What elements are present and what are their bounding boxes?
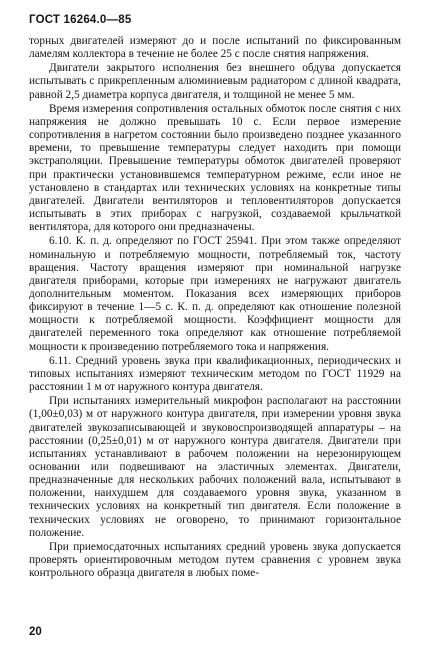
paragraph-6-11: 6.11. Средний уровень звука при квалификационных, периодических и типовых испытаниях измеряют техническим методом по ГОСТ 11929 на расстоянии 1 м от наружного контура двигателя.	[29, 354, 401, 394]
page-number: 20	[29, 626, 42, 638]
standard-header: ГОСТ 16264.0—85	[29, 14, 132, 26]
paragraph-2: Двигатели закрытого исполнения без внешнего обдува допускается испытывать с прикрепленным алюминиевым радиатором с длиной квадрата, равной 2,5 диаметра корпуса двигателя, и толщиной не менее 5 мм.	[29, 62, 401, 101]
body-text	[29, 35, 401, 580]
paragraph-microphone: При испытаниях измерительный микрофон располагают на расстоянии (1,00±0,03) м от наружного контура двигателя, при измерении уровня звука двигателей звукозаписывающей и звуковоспроизводящей аппаратуры – на расстоянии (0,25±0,01) м от наружного контура двигателя. Двигатели при испытаниях устанавливают в рабочем положении на нерезонирующем основании или подвешивают на эластичных элементах. Двигатели, предназначенные для нескольких рабочих положений вала, испытывают в положении, наихудшем для создаваемого уровня звука, указанном в технических условиях на конкретный тип двигателя. Если положение в технических условиях не оговорено, то принимают горизонтальное положение.	[29, 395, 401, 539]
paragraph-acceptance-tests: При приемосдаточных испытаниях средний уровень звука допускается проверять ориентировочным методом путем сравнения с уровнем звука контрольного образца двигателя в любых поме-	[29, 540, 401, 580]
paragraph-3: Время измерения сопротивления остальных обмоток после снятия с них напряжения не должно превышать 10 с. Если первое измерение сопротивления в нагретом состоянии было произведено позднее указанного времени, то превышение температуры следует находить при помощи экстраполяции. Превышение температуры обмоток двигателей проверяют при практически установившемся температурном режиме, если иное не установлено в стандартах или технических условиях на конкретные типы двигателей. Двигатели вентиляторов и тепловентиляторов допускается испытывать в этих приборах с нагрузкой, создаваемой крыльчаткой вентилятора, для которого они предназначены.	[29, 102, 401, 234]
paragraph-1: торных двигателей измеряют до и после испытаний по фиксированным ламелям коллектора в течение не более 25 с после снятия напряжения.	[29, 35, 401, 61]
paragraph-6-10: 6.10. К. п. д. определяют по ГОСТ 25941. При этом также определяют номинальную и потребляемую мощности, потребляемый ток, частоту вращения. Частоту вращения измеряют при номинальной нагрузке двигателя приборами, которые при измерениях не нагружают двигатель дополнительным моментом. Показания всех измеряющих приборов фиксируют в течение 1—5 с. К. п. д. определяют как отношение полезной мощности к потребляемой мощности. Коэффициент мощности для двигателей переменного тока определяют как отношение потребляемой мощности к произведению потребляемого тока и напряжения.	[29, 235, 401, 353]
